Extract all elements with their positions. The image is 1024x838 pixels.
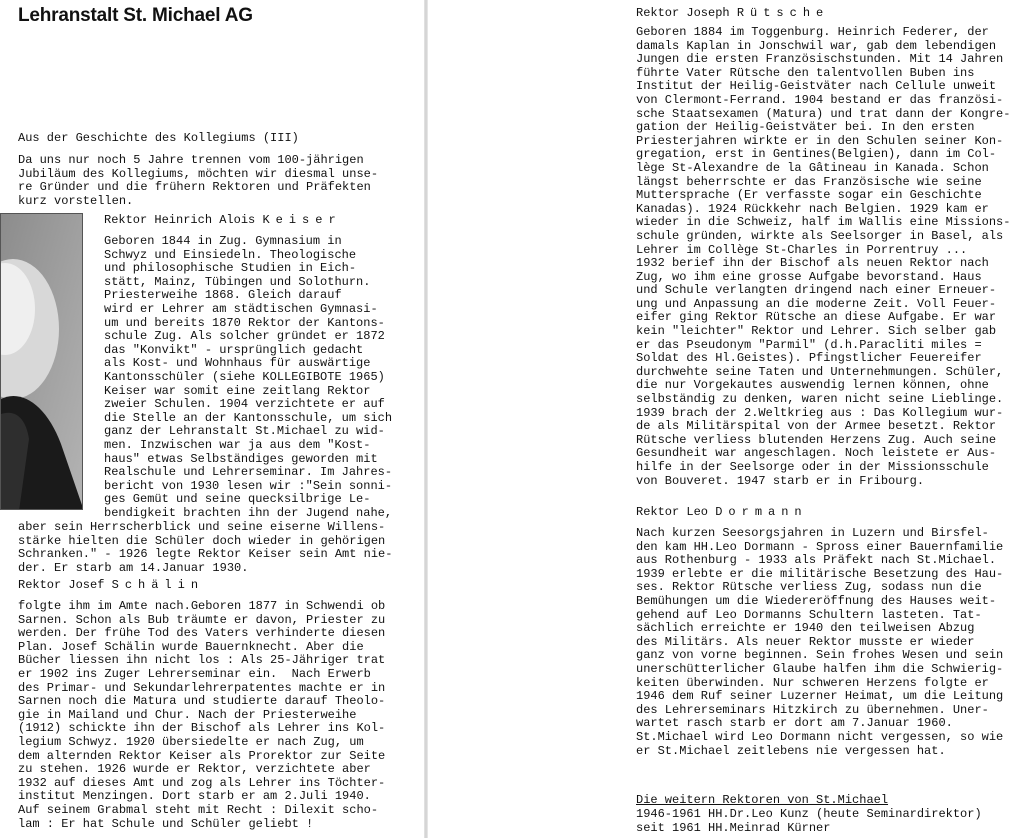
portrait-photo	[0, 213, 83, 510]
further-rector-line-2: seit 1961 HH.Meinrad Kürner	[636, 821, 831, 835]
schaelin-heading-prefix: Rektor Josef	[18, 578, 105, 592]
further-rectors-title: Die weitern Rektoren von St.Michael	[636, 793, 889, 807]
dormann-heading-prefix: Rektor Leo	[636, 505, 709, 519]
ruetsche-heading	[636, 6, 829, 20]
ruetsche-heading-name: Rütsche	[736, 6, 830, 20]
portrait-image	[1, 214, 83, 510]
intro-paragraph: Da uns nur noch 5 Jahre trennen vom 100-jährigen Jubiläum des Kollegiums, möchten wir diesmal unse- re Gründer und die frühern Rektoren und Präfekten kurz vorstellen.	[18, 153, 379, 208]
schaelin-heading	[18, 578, 204, 592]
keiser-text-narrow: Geboren 1844 in Zug. Gymnasium in Schwyz und Einsiedeln. Theologische und philosophische Studien in Eich- stätt, Mainz, Tübingen und Solothurn. Priesterweihe 1868. Gleich darauf wird er Lehrer am städtischen Gymnasi- um und bereits 1870 Rektor der Kantons- schule Zug. Als solcher gründet er 1872 das "Konvikt" - ursprünglich gedacht als Kost- und Wohnhaus für auswärtige Kantonsschüler (siehe KOLLEGIBOTE 1965) Keiser war somit eine zeitlang Rektor zweier Schulen. 1904 verzichtete er auf die Stelle an der Kantonsschule, um sich ganz der Lehranstalt St.Michael zu wid- men. Inzwischen war ja aus dem "Kost- haus" etwas Selbständiges geworden mit Realschule und Lehrerseminar. Im Jahres- bericht von 1930 lesen wir :"Sein sonni- ges Gemüt und seine quecksilbrige Le- bendigkeit brachten ihn der Jugend nahe,	[104, 234, 393, 520]
dormann-text: Nach kurzen Seesorgsjahren in Luzern und Birsfel- den kam HH.Leo Dormann - Spross einer Bauernfamilie aus Rothenburg - 1933 als Präfekt nach St.Michael. 1939 erlebte er die militärische Besetzung des Hau- ses. Rektor Rütsche verliess Zug, sodass nun die Bemühungen um die Wiedereröffnung des Hauses weit- gehend auf Leo Dormanns Schultern lasteten. Tat- sächlich erreichte er 1940 den teilweisen Abzug des Militärs. Als neuer Rektor musste er wieder ganz von vorne beginnen. Sein frohes Wesen und sein unerschütterlicher Glaube halfen ihm die Schwierig- keiten überwinden. Nur schweren Herzens folgte er 1946 dem Ruf seiner Luzerner Heimat, um die Leitung des Lehrerseminars Hitzkirch zu übernehmen. Uner- wartet rasch starb er dort am 7.Januar 1960. St.Michael wird Leo Dormann nicht vergessen, so wie er St.Michael zeitlebens nie vergessen hat.	[636, 526, 1004, 758]
page-header-title: Lehranstalt St. Michael AG	[18, 5, 253, 26]
section-title: Aus der Geschichte des Kollegiums (III)	[18, 131, 299, 145]
further-rector-line-1: 1946-1961 HH.Dr.Leo Kunz (heute Seminardirektor)	[636, 807, 982, 821]
right-page	[428, 0, 1024, 838]
dormann-heading	[636, 505, 808, 519]
schaelin-heading-name: Schälin	[111, 578, 205, 592]
left-page	[0, 0, 424, 838]
keiser-heading-prefix: Rektor Heinrich Alois	[104, 213, 256, 227]
keiser-text-wide: aber sein Herrscherblick und seine eiserne Willens- stärke hielten die Schüler doch wieder in gehörigen Schranken." - 1926 legte Rektor Keiser sein Amt nie- der. Er starb am 14.Januar 1930.	[18, 520, 393, 575]
ruetsche-text: Geboren 1884 im Toggenburg. Heinrich Federer, der damals Kaplan in Jonschwil war, gab dem lebendigen Jungen die ersten Französischstunden. Mit 14 Jahren führte Vater Rütsche den talentvollen Buben ins Institut der Heilig-Geistväter nach Cellule unweit von Clermont-Ferrand. 1904 bestand er das französi- sche Staatsexamen (Matura) und trat dann der Kongre- gation der Heilig-Geistväter bei. In den ersten Priesterjahren wirkte er in den Schulen seiner Kon- gregation, erst in Gentines(Belgien), dann im Col- lège St-Alexandre de la Gâtineau in Kanada. Schon längst beherrschte er das Französische wie seine Muttersprache (Er verfasste sogar ein Geschichte Kanadas). 1924 Rückkehr nach Belgien. 1929 kam er wieder in die Schweiz, half im Wallis eine Missions- schule gründen, wirkte als Seelsorger in Basel, als Lehrer im Collège St-Charles in Porrentruy ... 1932 berief ihn der Bischof als neuen Rektor nach Zug, wo ihm eine grosse Aufgabe bevorstand. Haus und Schule verlangten dringend nach einer Erneuer- ung und Anpassung an die moderne Zeit. Voll Feuer- eifer ging Rektor Rütsche an diese Aufgabe. Er war kein "leichter" Rektor und Lehrer. Sich selber gab er das Pseudonym "Parmil" (d.h.Paracliti miles = Soldat des Hl.Geistes). Pfingstlicher Feuereifer durchwehte seine Taten und Unternehmungen. Schüler, die nur Vorgekautes auswendig lernen können, ohne selbständig zu denken, waren nicht seine Lieblinge. 1939 brach der 2.Weltkrieg aus : Das Kollegium wur- de als Militärspital von der Armee besetzt. Rektor Rütsche verliess blutenden Herzens Zug. Auch seine Gesundheit war angeschlagen. Noch leistete er Aus- hilfe in der Seelsorge oder in der Missionsschule von Bouveret. 1947 starb er in Fribourg.	[636, 25, 1011, 488]
dormann-heading-name: Dormann	[715, 505, 808, 519]
keiser-heading	[104, 213, 342, 227]
schaelin-text: folgte ihm im Amte nach.Geboren 1877 in Schwendi ob Sarnen. Schon als Bub träumte er davon, Priester zu werden. Der frühe Tod des Vaters verhinderte diesen Plan. Josef Schälin wurde Bauernknecht. Aber die Bücher liessen ihn nicht los : Als 25-Jähriger trat er 1902 ins Zuger Lehrerseminar ein. Nach Erwerb des Primar- und Sekundarlehrerpatentes machte er in Sarnen noch die Matura und studierte darauf Theolo- gie in Mailand und Chur. Nach der Priesterweihe (1912) schickte ihn der Bischof als Lehrer ins Kol- legium Schwyz. 1920 übersiedelte er nach Zug, um dem alternden Rektor Keiser als Prorektor zur Seite zu stehen. 1926 wurde er Rektor, verzichtete aber 1932 auf dieses Amt und zog als Lehrer ins Töchter- institut Menzingen. Dort starb er am 2.Juli 1940. Auf seinem Grabmal steht mit Recht : Dilexit scho- lam : Er hat Schule und Schüler geliebt !	[18, 599, 386, 831]
keiser-heading-name: Keiser	[262, 213, 342, 227]
ruetsche-heading-prefix: Rektor Joseph	[636, 6, 730, 20]
